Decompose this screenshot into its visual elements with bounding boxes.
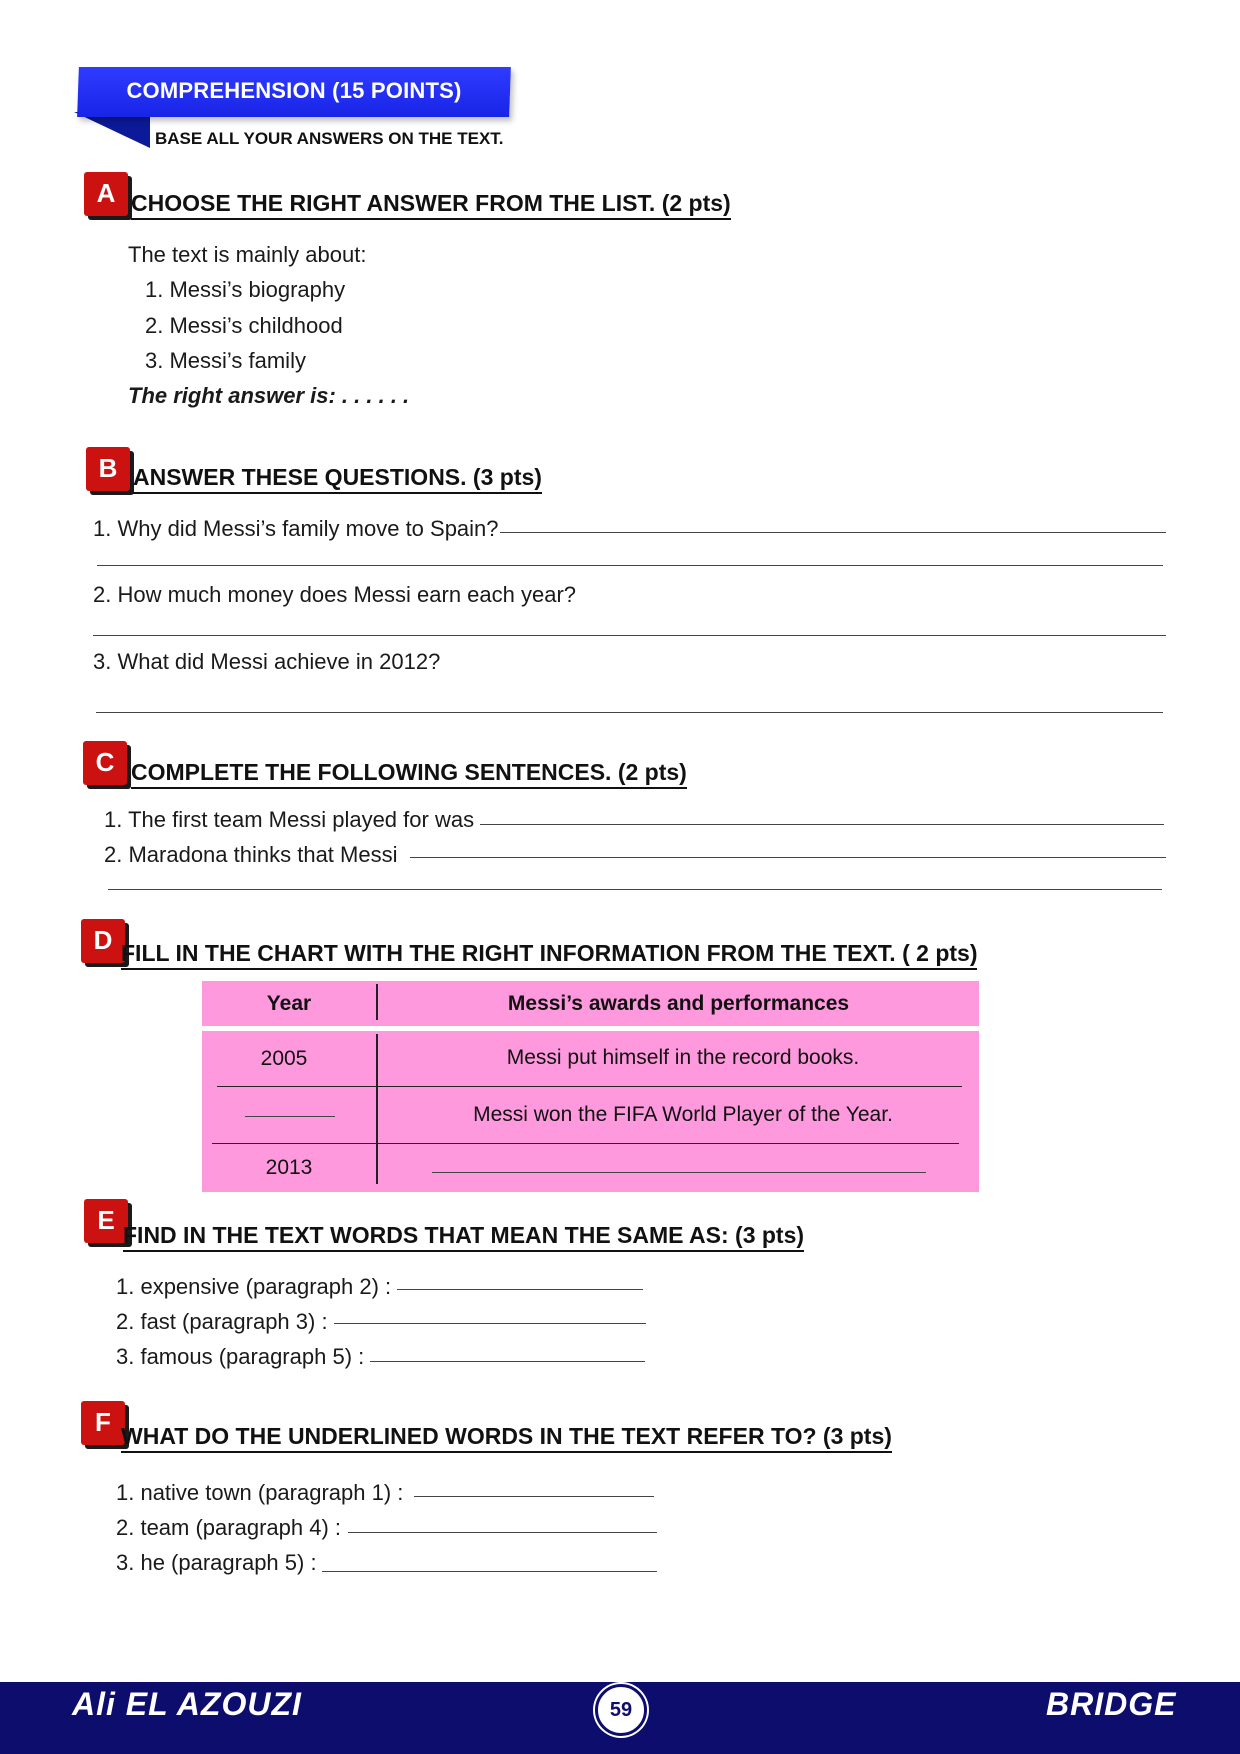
section-b-heading: ANSWER THESE QUESTIONS. (3 pts) (133, 464, 542, 494)
answer-line[interactable] (322, 1571, 657, 1572)
answer-line[interactable] (93, 635, 1166, 636)
footer-book-title: BRIDGE (1046, 1686, 1177, 1722)
answer-line[interactable] (500, 532, 1166, 533)
answer-line[interactable] (334, 1323, 646, 1324)
answer-line[interactable] (480, 824, 1164, 825)
banner-subtitle: BASE ALL YOUR ANSWERS ON THE TEXT. (155, 129, 504, 148)
chart-col-year: Year (266, 992, 312, 1015)
footer-author: Ali EL AZOUZI (72, 1686, 302, 1722)
chart-row-divider (212, 1143, 959, 1144)
section-a-option-2: 2. Messi’s childhood (145, 313, 343, 338)
answer-line[interactable] (96, 712, 1163, 713)
answer-line[interactable] (414, 1496, 654, 1497)
section-f-heading: WHAT DO THE UNDERLINED WORDS IN THE TEXT REFER TO? (3 pts) (121, 1423, 892, 1453)
section-c-badge: C (83, 741, 127, 785)
answer-line[interactable] (410, 857, 1166, 858)
section-b-question-2: 2. How much money does Messi earn each year? (93, 582, 577, 607)
section-e-item-2: 2. fast (paragraph 3) : (116, 1309, 328, 1334)
page-number: 59 (595, 1684, 647, 1736)
section-c-sentence-1: 1. The first team Messi played for was (104, 807, 475, 832)
section-a-option-1: 1. Messi’s biography (145, 277, 346, 302)
section-a-option-3: 3. Messi’s family (145, 348, 306, 373)
chart-row-3-year: 2013 (265, 1156, 313, 1179)
section-f-item-1: 1. native town (paragraph 1) : (116, 1480, 404, 1505)
section-c-sentence-2: 2. Maradona thinks that Messi (104, 842, 398, 867)
chart-row-2-award: Messi won the FIFA World Player of the Year. (473, 1103, 893, 1126)
section-b-badge: B (86, 447, 130, 491)
answer-line[interactable] (348, 1532, 657, 1533)
section-a-answer-label: The right answer is: . . . . . . (128, 383, 410, 408)
answer-line[interactable] (97, 565, 1163, 566)
section-b-question-1: 1. Why did Messi’s family move to Spain? (93, 516, 499, 541)
chart-row-divider (217, 1086, 962, 1087)
answer-line[interactable] (108, 889, 1162, 890)
section-d-badge: D (81, 919, 125, 963)
section-b-question-3: 3. What did Messi achieve in 2012? (93, 649, 441, 674)
section-f-item-3: 3. he (paragraph 5) : (116, 1550, 317, 1575)
section-e-badge: E (84, 1199, 128, 1243)
banner-fold (74, 112, 150, 148)
chart-row-1-year: 2005 (260, 1047, 308, 1070)
section-a-prompt: The text is mainly about: (128, 242, 367, 267)
section-d-heading: FILL IN THE CHART WITH THE RIGHT INFORMATION FROM THE TEXT. ( 2 pts) (121, 940, 977, 970)
section-f-badge: F (81, 1401, 125, 1445)
banner-title: COMPREHENSION (15 POINTS) (126, 78, 462, 103)
chart-col-awards: Messi’s awards and performances (507, 992, 850, 1015)
section-f-item-2: 2. team (paragraph 4) : (116, 1515, 342, 1540)
section-c-heading: COMPLETE THE FOLLOWING SENTENCES. (2 pts) (131, 759, 687, 789)
chart-row-1-award: Messi put himself in the record books. (506, 1046, 860, 1069)
answer-line[interactable] (370, 1361, 645, 1362)
section-e-item-3: 3. famous (paragraph 5) : (116, 1344, 365, 1369)
section-e-item-1: 1. expensive (paragraph 2) : (116, 1274, 392, 1299)
section-e-heading: FIND IN THE TEXT WORDS THAT MEAN THE SAME AS: (3 pts) (123, 1222, 804, 1252)
chart-row-3-award-blank[interactable] (432, 1172, 926, 1173)
section-a-badge: A (84, 172, 128, 216)
answer-line[interactable] (397, 1289, 643, 1290)
chart-row-2-year-blank[interactable] (245, 1116, 335, 1117)
section-a-heading: CHOOSE THE RIGHT ANSWER FROM THE LIST. (2 pts) (131, 190, 731, 220)
